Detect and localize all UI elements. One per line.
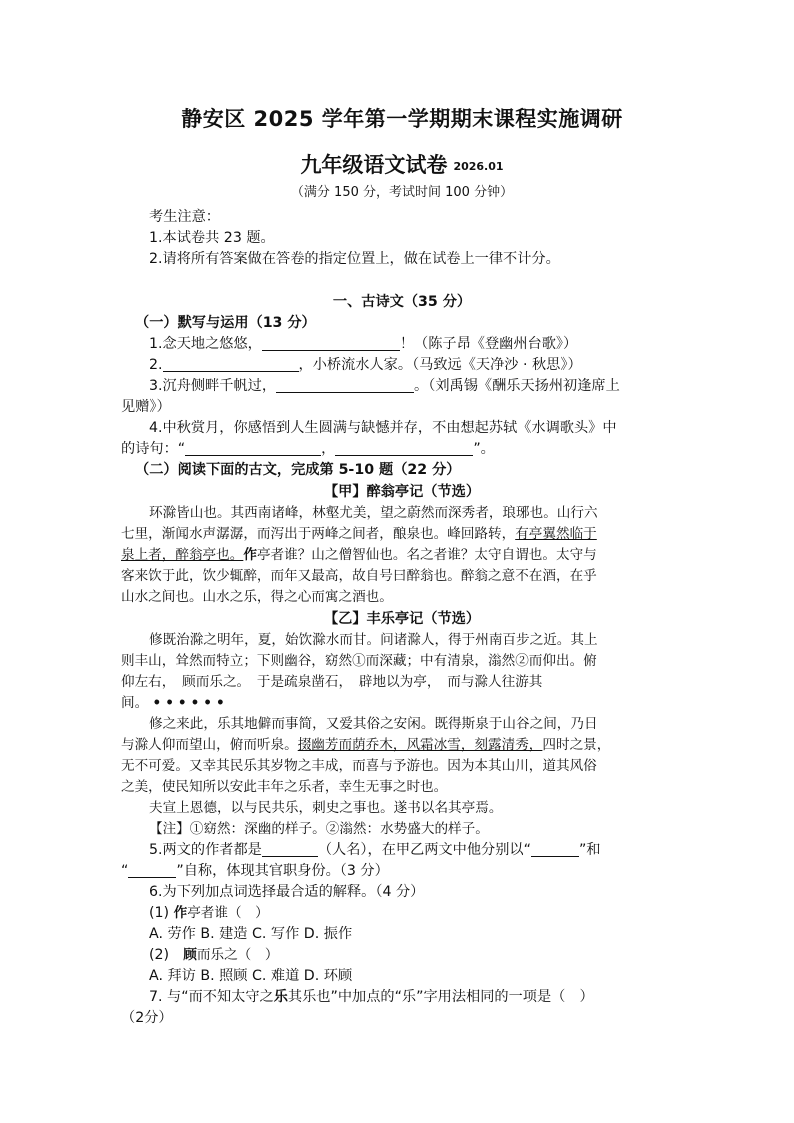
notice-item-1: 1.本试卷共 23 题。	[149, 230, 275, 246]
question-6-1: (1) 作亭者谁（ ）	[149, 905, 269, 921]
exam-content	[121, 102, 683, 1029]
dotted-word: 乐	[273, 989, 288, 1005]
exam-subtitle	[121, 149, 683, 183]
exam-date: 2026.01	[453, 160, 504, 173]
answer-blank[interactable]	[276, 378, 414, 393]
exam-info: （满分 150 分，考试时间 100 分钟）	[290, 185, 514, 200]
question-1: 1.念天地之悠悠， ！（陈子昂《登幽州台歌》）	[149, 336, 578, 352]
question-7: 7. 与“而不知太守之乐其乐也”中加点的“乐”字用法相同的一项是（ ）	[149, 989, 594, 1005]
passage-jia-title: 【甲】醉翁亭记（节选）	[323, 484, 481, 500]
question-5-cont: “ ”自称，体现其官职身份。（3 分）	[121, 863, 389, 879]
answer-blank[interactable]	[262, 842, 318, 857]
question-6: 6.为下列加点词选择最合适的解释。（4 分）	[149, 884, 425, 900]
subject-title: 九年级语文试卷	[300, 153, 448, 177]
section-title: 一、古诗文（35 分）	[332, 294, 472, 310]
question-3: 3.沉舟侧畔千帆过， 。（刘禹锡《酬乐天扬州初逢席上	[149, 378, 620, 394]
dotted-word: 顾	[183, 947, 197, 963]
dotted-word: 作	[243, 547, 257, 563]
answer-blank[interactable]	[128, 863, 176, 878]
answer-blank[interactable]	[262, 336, 400, 351]
dotted-word: 作	[173, 905, 188, 921]
question-6-2: (2) 顾而乐之（ ）	[149, 947, 279, 963]
question-6-1-options: A. 劳作 B. 建造 C. 写作 D. 振作	[149, 926, 353, 942]
question-7-cont: （2分）	[121, 1010, 173, 1026]
underlined-sentence: 有亭翼然临于	[515, 526, 597, 542]
exam-title: 静安区 2025 学年第一学期期末课程实施调研	[181, 107, 623, 131]
passage-jia: 环滁皆山也。其西南诸峰，林壑尤美，望之蔚然而深秀者，琅琊也。山行六 七里，渐闻水声潺潺，而泻出于两峰之间者，酿泉也。峰回路转，有亭翼然临于 泉上者，醉翁亭也。作亭者谁？山之僧智仙也。名之者谁？太守自谓也。太守与 客来饮于此，饮少辄醉，而年又最高，故自号曰醉翁也。醉翁之意不在酒，在乎 山水之间也。山水之乐，得之心而寓之酒也。	[121, 505, 598, 605]
question-6-2-options: A. 拜访 B. 照顾 C. 难道 D. 环顾	[149, 968, 353, 984]
question-5: 5.两文的作者都是 （人名），在甲乙两文中他分别以“ ”和	[149, 842, 601, 858]
question-3-cont: 见赠》）	[121, 399, 171, 415]
notice-label: 考生注意：	[149, 209, 220, 225]
answer-blank[interactable]	[163, 357, 299, 372]
annotation-note: 【注】①窈然：深幽的样子。②滃然：水势盛大的样子。	[149, 821, 489, 837]
question-4: 4.中秋赏月，你感悟到人生圆满与缺憾并存，不由想起苏轼《水调歌头》中	[149, 420, 617, 436]
part-1-title: （一）默写与运用（13 分）	[135, 315, 316, 331]
passage-yi-title: 【乙】丰乐亭记（节选）	[323, 611, 481, 627]
answer-blank[interactable]	[531, 842, 579, 857]
underlined-sentence: 掇幽芳而荫乔木，风霜冰雪，刻露清秀，	[297, 737, 543, 753]
question-2: 2. ，小桥流水人家。（马致远《天净沙 · 秋思》）	[149, 357, 582, 373]
passage-yi: 修既治滁之明年，夏，始饮滁水而甘。问诸滁人，得于州南百步之近。其上 则丰山，耸然而特立；下则幽谷，窈然①而深藏；中有清泉，滃然②而仰出。俯 仰左右， 顾而乐之。 于是疏泉凿石， 辟地以为亭， 而与滁人往游其 间。 •••••• 修之来此，乐其地僻而事简，又爱其俗之安闲。既得斯泉于山谷之间，乃日 与滁人仰而望山，俯而听泉。掇幽芳而荫乔木，风霜冰雪，刻露清秀，四时之景， 无不可爱。又幸其民乐其岁物之丰成，而喜与予游也。因为本其山川，道其风俗 之美，使民知所以安此丰年之乐者，幸生无事之时也。 夫宣上恩德，以与民共乐，刺史之事也。遂书以名其亭焉。 【注】①窈然：深幽的样子。②滃然：水势盛大的样子。	[121, 630, 683, 840]
emphasis-dots: ••••••	[152, 695, 229, 711]
part-2-title: （二）阅读下面的古文，完成第 5-10 题（22 分）	[135, 462, 461, 478]
notice-item-2: 2.请将所有答案做在答卷的指定位置上，做在试卷上一律不计分。	[149, 251, 560, 267]
answer-blank[interactable]	[185, 441, 321, 456]
question-4-cont: 的诗句：“ ， ”。	[121, 441, 495, 457]
underlined-sentence: 泉上者，醉翁亭也。	[121, 547, 244, 563]
answer-blank[interactable]	[335, 441, 473, 456]
